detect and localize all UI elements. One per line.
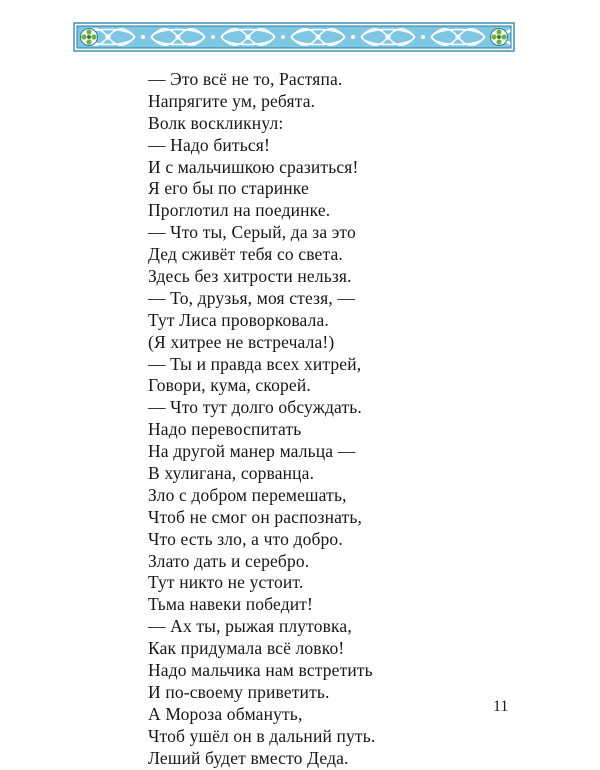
page-number: 11 xyxy=(493,698,509,715)
poem-line: На другой манер мальца — xyxy=(148,441,356,462)
poem-line: — То, друзья, моя стезя, — xyxy=(148,287,356,308)
poem-line: Тут никто не устоит. xyxy=(148,572,304,593)
right-rosette-icon xyxy=(491,29,508,46)
poem-line: Как придумала всё ловко! xyxy=(148,638,345,659)
poem-line: (Я хитрее не встречала!) xyxy=(148,331,335,352)
poem-line: — Ты и правда всех хитрей, xyxy=(148,353,362,374)
poem-line: А Мороза обмануть, xyxy=(148,703,303,724)
poem-line: Дед сживёт тебя со света. xyxy=(148,244,343,265)
left-rosette-icon xyxy=(81,29,98,46)
poem-line: Волк воскликнул: xyxy=(148,112,284,133)
poem-line: Здесь без хитрости нельзя. xyxy=(148,266,352,287)
poem-line: Злато дать и серебро. xyxy=(148,550,310,571)
poem-line: И по-своему приветить. xyxy=(148,681,330,702)
poem-line: Говори, кума, скорей. xyxy=(148,375,311,396)
poem-text xyxy=(148,69,478,770)
poem-line: Тут Лиса проворковала. xyxy=(148,309,329,330)
poem-line: Я его бы по старинке xyxy=(148,178,309,199)
poem-line: — Что тут долго обсуждать. xyxy=(148,397,362,418)
poem-line: Тьма навеки победит! xyxy=(148,594,314,615)
poem-line: Леший будет вместо Деда. xyxy=(148,747,349,768)
poem-line: — Надо биться! xyxy=(148,134,270,155)
poem-line: Надо мальчика нам встретить xyxy=(148,660,373,681)
poem-line: И с мальчишкою сразиться! xyxy=(148,156,359,177)
poem-line: Зло с добром перемешать, xyxy=(148,484,347,505)
poem-line: Что есть зло, а что добро. xyxy=(148,528,343,549)
poem-line: Надо перевоспитать xyxy=(148,419,302,440)
poem-line: В хулигана, сорванца. xyxy=(148,463,315,484)
poem-line: — Что ты, Серый, да за это xyxy=(148,222,356,243)
poem-line: Проглотил на поединке. xyxy=(148,200,331,221)
ornament-icon xyxy=(73,22,515,52)
poem-line: Чтоб не смог он распознать, xyxy=(148,506,363,527)
poem-line: Напрягите ум, ребята. xyxy=(148,90,316,111)
ornamental-banner xyxy=(73,22,515,52)
poem-line: — Это всё не то, Растяпа. xyxy=(148,69,343,89)
poem-line: — Ах ты, рыжая плутовка, xyxy=(148,616,352,637)
poem-line: Чтоб ушёл он в дальний путь. xyxy=(148,725,376,746)
